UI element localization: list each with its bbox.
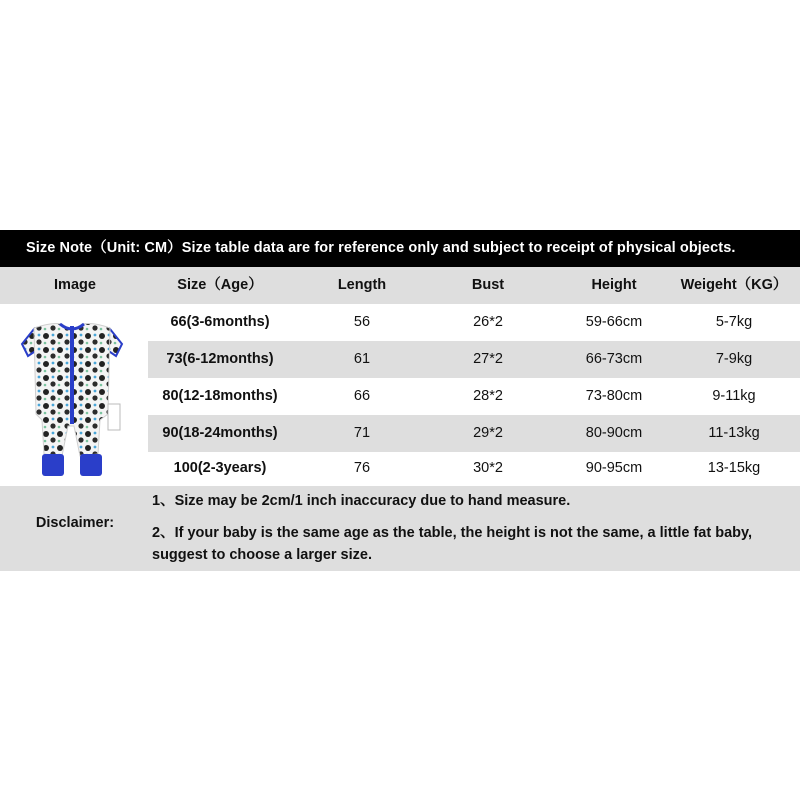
length-cell: 76 [353, 460, 371, 476]
length-cell: 71 [353, 425, 371, 441]
height-cell: 73-80cm [585, 388, 643, 404]
weight-cell: 13-15kg [707, 460, 761, 476]
length-cell: 66 [353, 388, 371, 404]
weight-cell: 5-7kg [715, 314, 753, 330]
height-cell: 90-95cm [585, 460, 643, 476]
column-header-size: Size（Age） [177, 277, 263, 293]
size-cell: 73(6-12months) [166, 351, 274, 367]
disclaimer-block [0, 486, 800, 571]
weight-cell: 9-11kg [712, 388, 756, 404]
bust-cell: 28*2 [473, 388, 503, 404]
disclaimer-line-2: 2、If your baby is the same age as the table, the height is not the same, a little fat baby, suggest to choose a larger size. [152, 525, 753, 563]
size-cell: 100(2-3years) [173, 460, 267, 476]
size-cell: 66(3-6months) [170, 314, 270, 330]
weight-cell: 7-9kg [715, 351, 753, 367]
column-header-row [0, 267, 800, 304]
column-header-image: Image [54, 277, 96, 293]
romper-image [0, 304, 148, 487]
length-cell: 56 [353, 314, 371, 330]
size-chart [0, 230, 800, 571]
product-image-cell [0, 304, 148, 487]
bust-cell: 26*2 [473, 314, 503, 330]
size-cell: 90(18-24months) [162, 425, 278, 441]
column-header-weight: Weigeht（KG） [680, 277, 788, 293]
height-cell: 59-66cm [585, 314, 643, 330]
bust-cell: 30*2 [473, 460, 503, 476]
column-header-height: Height [591, 277, 637, 293]
height-cell: 80-90cm [585, 425, 643, 441]
column-header-length: Length [337, 277, 387, 293]
bust-cell: 29*2 [473, 425, 503, 441]
length-cell: 61 [353, 351, 371, 367]
column-header-bust: Bust [471, 277, 505, 293]
size-note-header: Size Note（Unit: CM）Size table data are for reference only and subject to receipt of physical objects. [0, 230, 800, 267]
size-cell: 80(12-18months) [162, 388, 278, 404]
height-cell: 66-73cm [585, 351, 643, 367]
weight-cell: 11-13kg [708, 425, 760, 441]
disclaimer-line-1: 1、Size may be 2cm/1 inch inaccuracy due to hand measure. [152, 493, 571, 509]
disclaimer-label: Disclaimer: [35, 515, 115, 531]
bust-cell: 27*2 [473, 351, 503, 367]
